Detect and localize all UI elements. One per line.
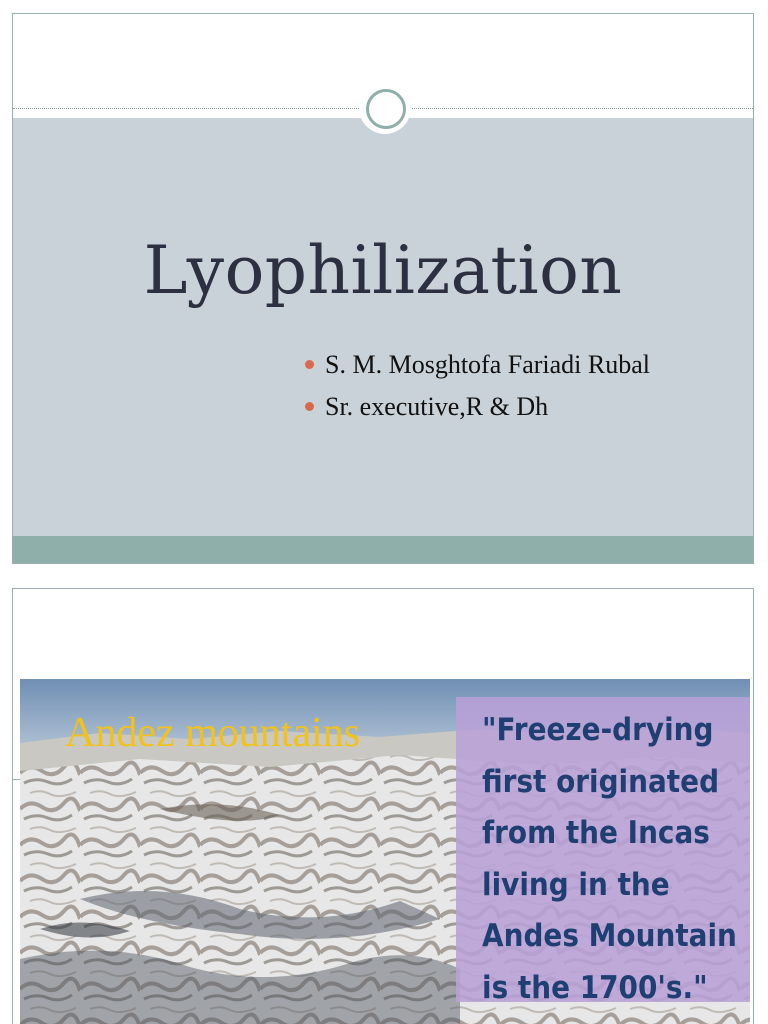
history-slide (12, 588, 754, 1024)
photo-caption: Andez mountains (65, 710, 361, 756)
bullet-dot-icon (305, 402, 314, 411)
quote-box (456, 697, 750, 1006)
quote-line: first originated (482, 763, 720, 800)
bullet-dot-icon (305, 360, 314, 369)
title-slide (12, 13, 754, 564)
bullet-item-position (305, 386, 650, 428)
andes-mountains-photo (20, 679, 750, 1024)
slide-title: Lyophilization (143, 232, 623, 309)
circle-ornament-icon (366, 89, 406, 129)
bullet-text: Sr. executive,R & Dh (325, 392, 549, 421)
quote-line: "Freeze-drying (482, 712, 714, 748)
footer-bar (13, 536, 753, 563)
author-bullet-list (305, 344, 650, 428)
bullet-item-author (305, 344, 650, 386)
quote-line: living in the (482, 866, 670, 903)
quote-line: from the Incas (482, 815, 710, 851)
quote-line: is the 1700's." (482, 969, 708, 1006)
quote-line: Andes Mountain (482, 918, 737, 954)
bullet-text: S. M. Mosghtofa Fariadi Rubal (325, 350, 650, 379)
title-band (13, 118, 753, 538)
